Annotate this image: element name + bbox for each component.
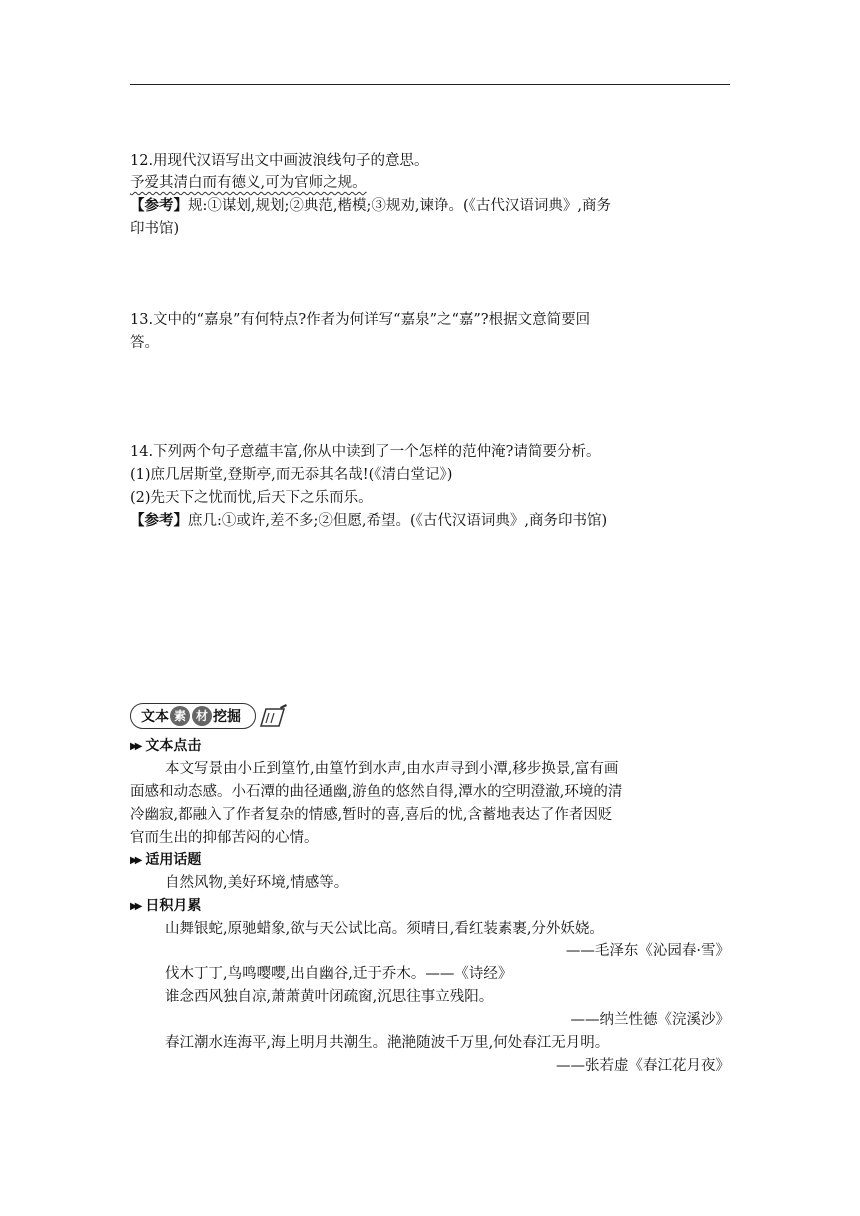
- q12-ref-label: 【参考】: [130, 198, 188, 214]
- triangle-icon: ▶▶: [130, 901, 140, 912]
- q13-line2: 答。: [130, 335, 159, 351]
- section-heading-accumulate: [130, 896, 201, 917]
- section-banner: [130, 703, 256, 729]
- attribution4: ——张若虚《春江花月夜》: [556, 1058, 730, 1074]
- section-heading-text: [130, 736, 201, 757]
- section1-line4: 官而生出的抑郁苦闷的心情。: [130, 830, 319, 846]
- section-heading-topics: [130, 850, 201, 871]
- q14-ref-label: 【参考】: [130, 513, 188, 529]
- section3-heading-label: 日积月累: [145, 898, 202, 914]
- quote4: 春江潮水连海平,海上明月共潮生。滟滟随波千万里,何处春江无月明。: [165, 1035, 610, 1051]
- triangle-icon: ▶▶: [130, 741, 140, 752]
- q14-reference: [130, 511, 730, 531]
- q12-reference-cont: 印书馆): [130, 221, 180, 237]
- section1-line3: 冷幽寂,都融入了作者复杂的情感,暂时的喜,喜后的忧,含蓄地表达了作者因贬: [130, 807, 613, 823]
- section2-text: 自然风物,美好环境,情感等。: [165, 875, 349, 891]
- banner-text-2: 挖掘: [213, 709, 241, 725]
- notebook-icon: [258, 703, 290, 729]
- q12-ref-text: 规:①谋划,规划;②典范,楷模;③规劝,谏诤。(《古代汉语词典》,商务: [188, 198, 611, 214]
- q12-sentence: [130, 173, 730, 193]
- section1-line1: 本文写景由小丘到篁竹,由篁竹到水声,由水声寻到小潭,移步换景,富有画: [165, 761, 619, 777]
- q14-item1: (1)庶几居斯堂,登斯亭,而无忝其名哉!(《清白堂记》): [130, 467, 453, 483]
- q14-ref-text: 庶几:①或许,差不多;②但愿,希望。(《古代汉语词典》,商务印书馆): [188, 513, 608, 529]
- banner-text-1: 文本: [141, 709, 169, 725]
- q13-line1: 13.文中的“嘉泉”有何特点?作者为何详写“嘉泉”之“嘉”?根据文意简要回: [130, 312, 591, 328]
- section1-line2: 面感和动态感。小石潭的曲径通幽,游鱼的悠然自得,潭水的空明澄澈,环境的清: [130, 784, 623, 800]
- banner-circle-2: 材: [192, 706, 212, 726]
- header-rule: [130, 84, 730, 85]
- triangle-icon: ▶▶: [130, 855, 140, 866]
- q12-title: 12.用现代汉语写出文中画波浪线句子的意思。: [130, 153, 429, 169]
- attribution3: ——纳兰性德《浣溪沙》: [570, 1012, 730, 1028]
- section2-heading-label: 适用话题: [145, 852, 202, 868]
- banner-circle-1: 素: [170, 706, 190, 726]
- q14-item2: (2)先天下之忧而忧,后天下之乐而乐。: [130, 490, 373, 506]
- quote3: 谁念西风独自凉,萧萧黄叶闭疏窗,沉思往事立残阳。: [165, 989, 494, 1005]
- q12-reference: [130, 196, 730, 216]
- quote1: 山舞银蛇,原驰蜡象,欲与天公试比高。须晴日,看红装素裹,分外妖娆。: [165, 921, 604, 937]
- attribution1: ——毛泽东《沁园春·雪》: [565, 943, 730, 959]
- q12-wavy-sentence: 予爱其清白而有德义,可为官师之规。: [130, 175, 367, 191]
- quote2: 伐木丁丁,鸟鸣嘤嘤,出自幽谷,迁于乔木。——《诗经》: [165, 966, 513, 982]
- q14-title: 14.下列两个句子意蕴丰富,你从中读到了一个怎样的范仲淹?请简要分析。: [130, 444, 601, 460]
- section1-heading-label: 文本点击: [145, 738, 202, 754]
